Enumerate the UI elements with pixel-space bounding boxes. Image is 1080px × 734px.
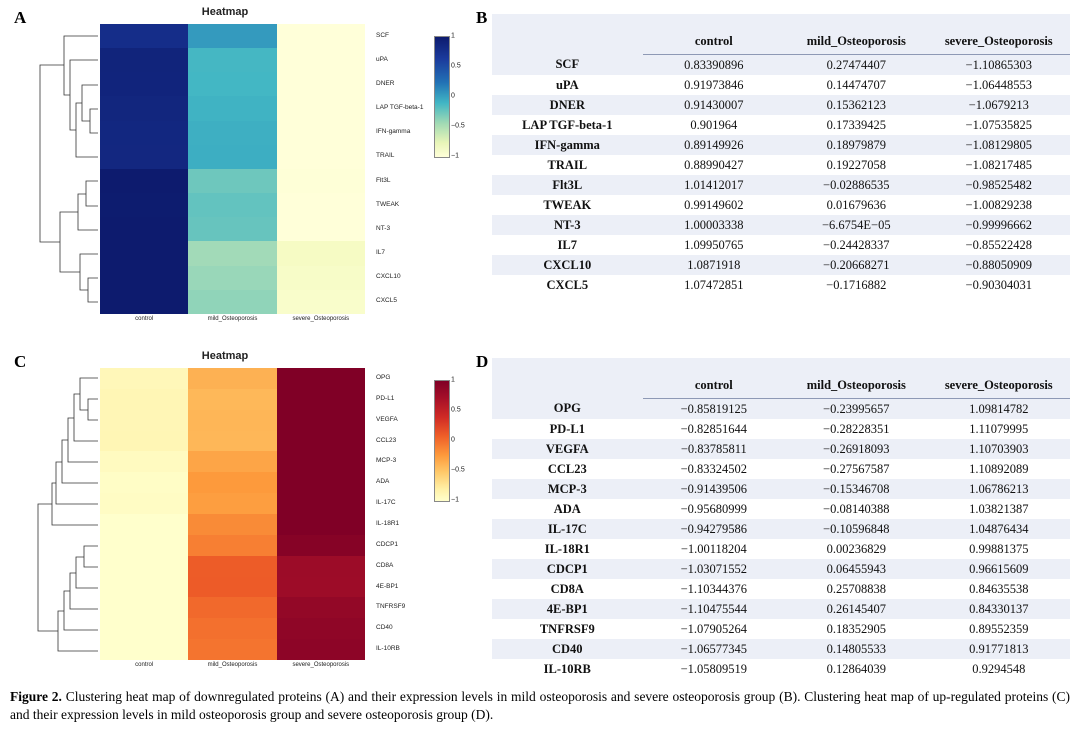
table-cell: −6.6754E−05 bbox=[785, 215, 927, 235]
table-cell: −0.85819125 bbox=[643, 399, 785, 420]
table-cell: −1.07905264 bbox=[643, 619, 785, 639]
heatmap-cell bbox=[277, 451, 365, 472]
heatmap-cell bbox=[188, 96, 276, 120]
colorbar-c bbox=[434, 376, 465, 504]
heatmap-col-label: mild_Osteoporosis bbox=[207, 662, 258, 668]
table-row-label: IFN-gamma bbox=[492, 135, 643, 155]
heatmap-row-label: CD8A bbox=[376, 561, 394, 569]
heatmap-cell bbox=[188, 24, 276, 48]
heatmap-cell bbox=[100, 597, 188, 618]
heatmap-row-label: IL-18R1 bbox=[376, 519, 400, 527]
table-header-cell: mild_Osteoporosis bbox=[785, 374, 927, 399]
table-row-label: IL-17C bbox=[492, 519, 643, 539]
panel-letter-c: C bbox=[14, 352, 27, 371]
heatmap-cell bbox=[277, 121, 365, 145]
table-cell: −0.02886535 bbox=[785, 175, 927, 195]
panel-letter-a: A bbox=[14, 8, 27, 27]
heatmap-c-title: Heatmap bbox=[201, 350, 249, 362]
table-row-label: NT-3 bbox=[492, 215, 643, 235]
table-cell: 0.84635538 bbox=[928, 579, 1071, 599]
table-cell: 0.91430007 bbox=[643, 95, 785, 115]
heatmap-cell bbox=[100, 472, 188, 493]
heatmap-a-col-labels bbox=[100, 316, 365, 322]
colorbar-tick: −0.5 bbox=[451, 122, 465, 130]
heatmap-cell bbox=[277, 577, 365, 598]
heatmap-row-label: IL-17C bbox=[376, 499, 396, 507]
heatmap-row-label: uPA bbox=[376, 55, 388, 63]
colorbar-tick: 0 bbox=[451, 92, 455, 100]
heatmap-cell bbox=[188, 72, 276, 96]
heatmap-cell bbox=[100, 72, 188, 96]
heatmap-col-label: severe_Osteoporosis bbox=[292, 662, 350, 668]
heatmap-cell bbox=[100, 618, 188, 639]
table-cell: −1.08217485 bbox=[928, 155, 1071, 175]
table-header-cell: severe_Osteoporosis bbox=[928, 30, 1071, 55]
table-cell: −0.1716882 bbox=[785, 275, 927, 295]
heatmap-col-label: control bbox=[135, 316, 154, 322]
table-cell: 1.0871918 bbox=[643, 255, 785, 275]
heatmap-c-col-labels bbox=[100, 662, 365, 668]
table-row bbox=[492, 55, 1070, 76]
table-row bbox=[492, 399, 1070, 420]
heatmap-cell bbox=[100, 451, 188, 472]
table-row bbox=[492, 175, 1070, 195]
heatmap-cell bbox=[100, 96, 188, 120]
table-cell: −0.90304031 bbox=[928, 275, 1071, 295]
colorbar-tick: 1 bbox=[451, 376, 455, 384]
heatmap-cell bbox=[100, 389, 188, 410]
heatmap-cell bbox=[277, 556, 365, 577]
table-cell: 0.91973846 bbox=[643, 75, 785, 95]
panel-letter-d: D bbox=[476, 352, 489, 371]
table-cell: −1.07535825 bbox=[928, 115, 1071, 135]
heatmap-cell bbox=[277, 389, 365, 410]
heatmap-cell bbox=[277, 96, 365, 120]
heatmap-cell bbox=[188, 535, 276, 556]
table-row bbox=[492, 115, 1070, 135]
table-cell: −1.06577345 bbox=[643, 639, 785, 659]
table-cell: 1.09950765 bbox=[643, 235, 785, 255]
heatmap-cell bbox=[277, 290, 365, 314]
heatmap-col-label: severe_Osteoporosis bbox=[292, 316, 350, 322]
table-header-cell: mild_Osteoporosis bbox=[785, 30, 927, 55]
heatmap-cell bbox=[277, 514, 365, 535]
table-cell: 0.901964 bbox=[643, 115, 785, 135]
heatmap-cell bbox=[277, 368, 365, 389]
table-cell: −0.08140388 bbox=[785, 499, 927, 519]
table-row-label: LAP TGF-beta-1 bbox=[492, 115, 643, 135]
heatmap-col-label: control bbox=[135, 662, 154, 668]
heatmap-row-label: LAP TGF-beta-1 bbox=[376, 104, 424, 112]
heatmap-cell bbox=[188, 431, 276, 452]
colorbar-a bbox=[434, 32, 465, 160]
figure-caption bbox=[10, 688, 1070, 724]
heatmap-cell bbox=[188, 290, 276, 314]
table-cell: 0.91771813 bbox=[928, 639, 1071, 659]
colorbar-tick: −1 bbox=[451, 152, 459, 160]
heatmap-cell bbox=[277, 410, 365, 431]
table-cell: 0.96615609 bbox=[928, 559, 1071, 579]
heatmap-cell bbox=[188, 493, 276, 514]
heatmap-a-title: Heatmap bbox=[201, 6, 249, 18]
heatmap-cell bbox=[100, 48, 188, 72]
heatmap-cell bbox=[188, 639, 276, 660]
table-row bbox=[492, 499, 1070, 519]
heatmap-row-label: CD40 bbox=[376, 624, 393, 632]
table-row-label: CXCL5 bbox=[492, 275, 643, 295]
heatmap-row-label: VEGFA bbox=[376, 415, 398, 423]
table-row bbox=[492, 599, 1070, 619]
table-row bbox=[492, 419, 1070, 439]
table-cell: 0.06455943 bbox=[785, 559, 927, 579]
table-header-cell bbox=[492, 374, 643, 399]
table-cell: 0.89149926 bbox=[643, 135, 785, 155]
heatmap-cell bbox=[277, 493, 365, 514]
table-row-label: PD-L1 bbox=[492, 419, 643, 439]
table-cell: −1.06448553 bbox=[928, 75, 1071, 95]
table-cell: 0.83390896 bbox=[643, 55, 785, 76]
heatmap-cell bbox=[188, 121, 276, 145]
table-cell: −0.83324502 bbox=[643, 459, 785, 479]
table-cell: 1.04876434 bbox=[928, 519, 1071, 539]
table-row bbox=[492, 639, 1070, 659]
table-cell: 1.00003338 bbox=[643, 215, 785, 235]
table-cell: 1.10703903 bbox=[928, 439, 1071, 459]
heatmap-cell bbox=[188, 169, 276, 193]
heatmap-row-label: TWEAK bbox=[376, 200, 400, 208]
table-cell: 0.19227058 bbox=[785, 155, 927, 175]
table-cell: 0.99881375 bbox=[928, 539, 1071, 559]
table-cell: 0.01679636 bbox=[785, 195, 927, 215]
table-row bbox=[492, 95, 1070, 115]
table-cell: −0.91439506 bbox=[643, 479, 785, 499]
heatmap-cell bbox=[100, 368, 188, 389]
heatmap-cell bbox=[100, 556, 188, 577]
table-row-label: Flt3L bbox=[492, 175, 643, 195]
figure-caption-label: Figure 2. bbox=[10, 689, 62, 704]
table-cell: −0.94279586 bbox=[643, 519, 785, 539]
heatmap-row-label: OPG bbox=[376, 373, 391, 381]
table-row bbox=[492, 539, 1070, 559]
table-cell: −1.10344376 bbox=[643, 579, 785, 599]
heatmap-panel-c bbox=[30, 350, 465, 680]
heatmap-cell bbox=[100, 290, 188, 314]
heatmap-cell bbox=[277, 266, 365, 290]
table-cell: 0.84330137 bbox=[928, 599, 1071, 619]
table-row-label: TRAIL bbox=[492, 155, 643, 175]
heatmap-cell bbox=[188, 514, 276, 535]
table-cell: 0.99149602 bbox=[643, 195, 785, 215]
table-cell: −1.03071552 bbox=[643, 559, 785, 579]
table-cell: 0.9294548 bbox=[928, 659, 1071, 679]
heatmap-cell bbox=[277, 193, 365, 217]
table-cell: −0.26918093 bbox=[785, 439, 927, 459]
heatmap-cell bbox=[188, 368, 276, 389]
table-row-label: SCF bbox=[492, 55, 643, 76]
table-cell: 0.00236829 bbox=[785, 539, 927, 559]
table-cell: 1.03821387 bbox=[928, 499, 1071, 519]
table-row-label: TNFRSF9 bbox=[492, 619, 643, 639]
table-cell: −1.08129805 bbox=[928, 135, 1071, 155]
table-row-label: IL-18R1 bbox=[492, 539, 643, 559]
table-cell: 0.15362123 bbox=[785, 95, 927, 115]
heatmap-c-grid bbox=[100, 368, 365, 660]
table-cell: −0.10596848 bbox=[785, 519, 927, 539]
heatmap-row-label: IL-10RB bbox=[376, 645, 400, 653]
heatmap-row-label: MCP-3 bbox=[376, 457, 397, 465]
table-cell: 0.14474707 bbox=[785, 75, 927, 95]
heatmap-panel-a bbox=[30, 6, 465, 336]
table-cell: 1.11079995 bbox=[928, 419, 1071, 439]
table-cell: 1.07472851 bbox=[643, 275, 785, 295]
table-panel-d bbox=[492, 358, 1070, 679]
heatmap-col-label: mild_Osteoporosis bbox=[207, 316, 258, 322]
heatmap-cell bbox=[277, 169, 365, 193]
table-d bbox=[492, 374, 1070, 679]
heatmap-cell bbox=[100, 514, 188, 535]
heatmap-cell bbox=[277, 618, 365, 639]
heatmap-cell bbox=[188, 597, 276, 618]
table-cell: −0.82851644 bbox=[643, 419, 785, 439]
table-row bbox=[492, 135, 1070, 155]
heatmap-row-label: CDCP1 bbox=[376, 540, 399, 548]
table-cell: 0.12864039 bbox=[785, 659, 927, 679]
heatmap-cell bbox=[100, 121, 188, 145]
heatmap-cell bbox=[188, 217, 276, 241]
table-cell: −0.88050909 bbox=[928, 255, 1071, 275]
table-row bbox=[492, 215, 1070, 235]
heatmap-cell bbox=[277, 535, 365, 556]
table-b bbox=[492, 30, 1070, 295]
heatmap-cell bbox=[277, 48, 365, 72]
table-row-label: TWEAK bbox=[492, 195, 643, 215]
colorbar-tick: −0.5 bbox=[451, 466, 465, 474]
heatmap-cell bbox=[188, 451, 276, 472]
heatmap-cell bbox=[100, 535, 188, 556]
heatmap-cell bbox=[277, 72, 365, 96]
heatmap-cell bbox=[188, 145, 276, 169]
table-cell: 0.18979879 bbox=[785, 135, 927, 155]
heatmap-cell bbox=[188, 266, 276, 290]
heatmap-cell bbox=[188, 389, 276, 410]
heatmap-cell bbox=[100, 217, 188, 241]
table-cell: −0.15346708 bbox=[785, 479, 927, 499]
table-row-label: uPA bbox=[492, 75, 643, 95]
heatmap-cell bbox=[188, 556, 276, 577]
table-row-label: DNER bbox=[492, 95, 643, 115]
table-row bbox=[492, 155, 1070, 175]
table-row bbox=[492, 579, 1070, 599]
heatmap-cell bbox=[277, 145, 365, 169]
heatmap-row-label: TNFRSF9 bbox=[376, 603, 406, 611]
panel-letter-b: B bbox=[476, 8, 488, 27]
table-cell: 1.09814782 bbox=[928, 399, 1071, 420]
table-row bbox=[492, 439, 1070, 459]
table-cell: 0.89552359 bbox=[928, 619, 1071, 639]
table-row-label: CDCP1 bbox=[492, 559, 643, 579]
table-cell: 0.17339425 bbox=[785, 115, 927, 135]
table-header-cell: control bbox=[643, 374, 785, 399]
heatmap-row-label: IL7 bbox=[376, 249, 386, 257]
heatmap-cell bbox=[188, 410, 276, 431]
heatmap-row-label: 4E-BP1 bbox=[376, 582, 399, 590]
table-cell: 0.18352905 bbox=[785, 619, 927, 639]
colorbar-tick: 0.5 bbox=[451, 62, 461, 70]
table-cell: −0.28228351 bbox=[785, 419, 927, 439]
heatmap-row-label: Flt3L bbox=[376, 176, 391, 184]
heatmap-cell bbox=[100, 24, 188, 48]
heatmap-cell bbox=[188, 241, 276, 265]
heatmap-row-label: SCF bbox=[376, 31, 389, 39]
heatmap-cell bbox=[100, 639, 188, 660]
heatmap-cell bbox=[277, 597, 365, 618]
table-row-label: IL-10RB bbox=[492, 659, 643, 679]
table-header-cell: control bbox=[643, 30, 785, 55]
dendrogram-a bbox=[30, 24, 100, 314]
table-cell: −0.24428337 bbox=[785, 235, 927, 255]
heatmap-cell bbox=[100, 193, 188, 217]
table-cell: 1.06786213 bbox=[928, 479, 1071, 499]
table-row-label: MCP-3 bbox=[492, 479, 643, 499]
heatmap-cell bbox=[100, 241, 188, 265]
dendrogram-c bbox=[30, 368, 100, 660]
table-cell: −0.27567587 bbox=[785, 459, 927, 479]
heatmap-cell bbox=[188, 618, 276, 639]
table-row bbox=[492, 559, 1070, 579]
table-row-label: CD8A bbox=[492, 579, 643, 599]
table-row bbox=[492, 195, 1070, 215]
figure-caption-text: Clustering heat map of downregulated proteins (A) and their expression levels in mild osteoporosis and severe osteoporosis group (B). Clustering heat map of up-regulated proteins (C) and their expression levels in mild osteoporosis group and severe osteoporosis group (D). bbox=[10, 689, 1070, 723]
table-row bbox=[492, 75, 1070, 95]
heatmap-cell bbox=[100, 493, 188, 514]
table-cell: −1.10865303 bbox=[928, 55, 1071, 76]
table-cell: 0.14805533 bbox=[785, 639, 927, 659]
table-row-label: CD40 bbox=[492, 639, 643, 659]
table-row bbox=[492, 275, 1070, 295]
table-cell: −1.0679213 bbox=[928, 95, 1071, 115]
heatmap-cell bbox=[277, 431, 365, 452]
table-cell: −1.10475544 bbox=[643, 599, 785, 619]
table-row-label: OPG bbox=[492, 399, 643, 420]
table-row bbox=[492, 619, 1070, 639]
table-row bbox=[492, 479, 1070, 499]
table-cell: 0.26145407 bbox=[785, 599, 927, 619]
heatmap-cell bbox=[277, 472, 365, 493]
heatmap-row-label: CXCL5 bbox=[376, 297, 397, 305]
heatmap-row-label: PD-L1 bbox=[376, 394, 395, 402]
table-header-cell: severe_Osteoporosis bbox=[928, 374, 1071, 399]
table-row bbox=[492, 235, 1070, 255]
heatmap-cell bbox=[100, 145, 188, 169]
heatmap-row-label: ADA bbox=[376, 478, 390, 486]
heatmap-a-grid bbox=[100, 24, 365, 314]
table-cell: −0.83785811 bbox=[643, 439, 785, 459]
table-cell: −1.05809519 bbox=[643, 659, 785, 679]
heatmap-cell bbox=[188, 577, 276, 598]
table-row-label: VEGFA bbox=[492, 439, 643, 459]
table-cell: −0.20668271 bbox=[785, 255, 927, 275]
table-row-label: CCL23 bbox=[492, 459, 643, 479]
table-cell: −0.99996662 bbox=[928, 215, 1071, 235]
table-cell: −0.95680999 bbox=[643, 499, 785, 519]
table-row-label: IL7 bbox=[492, 235, 643, 255]
colorbar-tick: 0.5 bbox=[451, 406, 461, 414]
heatmap-cell bbox=[100, 410, 188, 431]
heatmap-row-label: TRAIL bbox=[376, 152, 395, 160]
colorbar-tick: 1 bbox=[451, 32, 455, 40]
heatmap-cell bbox=[277, 217, 365, 241]
table-cell: 0.25708838 bbox=[785, 579, 927, 599]
heatmap-cell bbox=[188, 48, 276, 72]
heatmap-cell bbox=[277, 241, 365, 265]
heatmap-cell bbox=[277, 24, 365, 48]
heatmap-cell bbox=[277, 639, 365, 660]
table-cell: 1.10892089 bbox=[928, 459, 1071, 479]
table-cell: −1.00118204 bbox=[643, 539, 785, 559]
heatmap-cell bbox=[188, 193, 276, 217]
colorbar-tick: −1 bbox=[451, 496, 459, 504]
heatmap-row-label: DNER bbox=[376, 79, 395, 87]
table-cell: −0.23995657 bbox=[785, 399, 927, 420]
colorbar-tick: 0 bbox=[451, 436, 455, 444]
table-row bbox=[492, 659, 1070, 679]
table-b-top-band bbox=[492, 14, 1070, 30]
heatmap-cell bbox=[100, 266, 188, 290]
heatmap-cell bbox=[100, 577, 188, 598]
table-cell: 1.01412017 bbox=[643, 175, 785, 195]
heatmap-row-label: CXCL10 bbox=[376, 273, 401, 281]
table-d-top-band bbox=[492, 358, 1070, 374]
table-cell: −0.85522428 bbox=[928, 235, 1071, 255]
heatmap-row-label: IFN-gamma bbox=[376, 128, 411, 136]
table-row-label: CXCL10 bbox=[492, 255, 643, 275]
heatmap-row-label: NT-3 bbox=[376, 224, 391, 232]
heatmap-cell bbox=[188, 472, 276, 493]
table-panel-b bbox=[492, 14, 1070, 295]
table-cell: 0.88990427 bbox=[643, 155, 785, 175]
table-row bbox=[492, 255, 1070, 275]
table-row bbox=[492, 459, 1070, 479]
table-cell: −0.98525482 bbox=[928, 175, 1071, 195]
heatmap-cell bbox=[100, 169, 188, 193]
heatmap-row-label: CCL23 bbox=[376, 436, 397, 444]
table-row bbox=[492, 519, 1070, 539]
table-cell: −1.00829238 bbox=[928, 195, 1071, 215]
table-row-label: ADA bbox=[492, 499, 643, 519]
table-row-label: 4E-BP1 bbox=[492, 599, 643, 619]
table-header-cell bbox=[492, 30, 643, 55]
table-cell: 0.27474407 bbox=[785, 55, 927, 76]
heatmap-cell bbox=[100, 431, 188, 452]
